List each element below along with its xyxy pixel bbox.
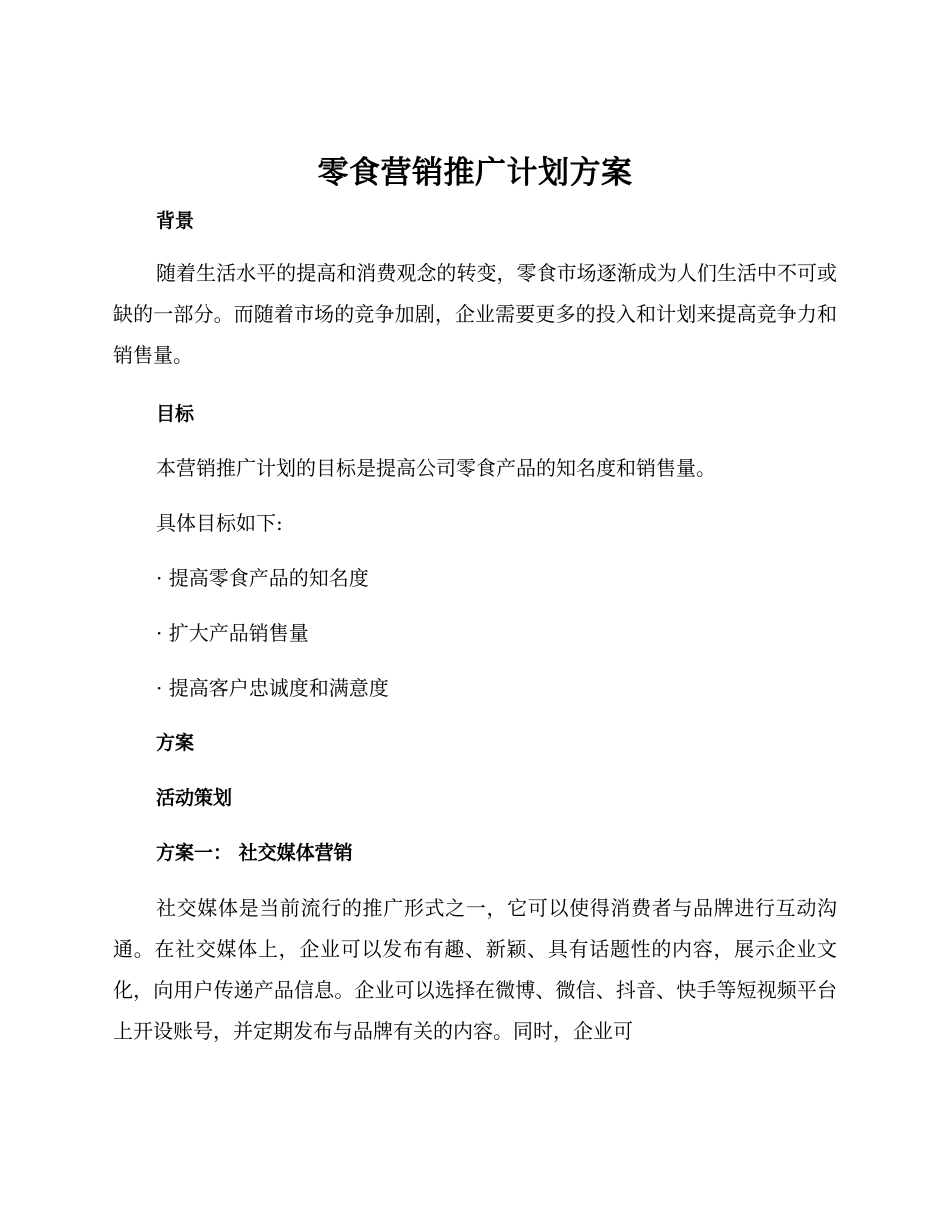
document-title: 零食营销推广计划方案 [317, 155, 633, 191]
heading-activity: 活动策划 [156, 787, 233, 809]
heading-plan-one: 方案一： 社交媒体营销 [156, 842, 353, 864]
goal-intro: 具体目标如下: [156, 511, 283, 535]
list-item-goal-2: · 扩大产品销售量 [156, 621, 309, 645]
heading-background: 背景 [156, 210, 195, 232]
paragraph-background: 随着生活水平的提高和消费观念的转变，零食市场逐渐成为人们生活中不可或缺的一部分。而随着市场的竞争加剧，企业需要更多的投入和计划来提高竞争力和销售量。 [113, 261, 837, 367]
heading-goal: 目标 [156, 403, 195, 425]
list-item-goal-3: · 提高客户忠诚度和满意度 [156, 676, 389, 700]
heading-plan: 方案 [156, 732, 195, 754]
paragraph-plan-one: 社交媒体是当前流行的推广形式之一，它可以使得消费者与品牌进行互动沟通。在社交媒体上，企业可以发布有趣、新颖、具有话题性的内容，展示企业文化，向用户传递产品信息。企业可以选择在微博、微信、抖音、快手等短视频平台上开设账号，并定期发布与品牌有关的内容。同时，企业可 [113, 896, 837, 1043]
list-item-goal-1: · 提高零食产品的知名度 [156, 566, 369, 590]
paragraph-goal: 本营销推广计划的目标是提高公司零食产品的知名度和销售量。 [156, 456, 716, 480]
